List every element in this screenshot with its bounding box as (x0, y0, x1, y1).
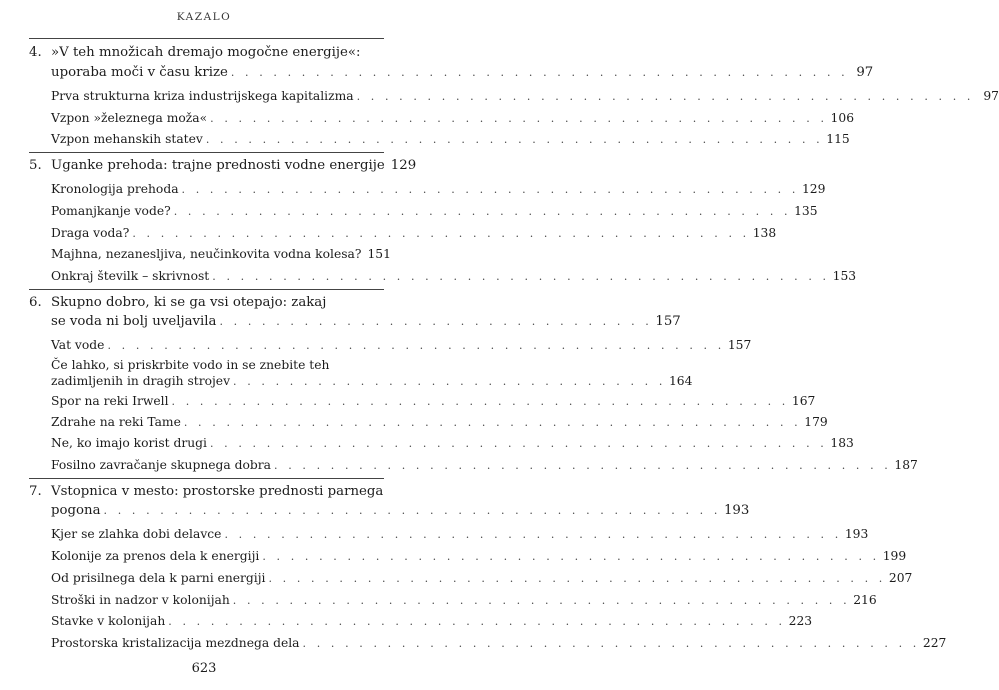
chapter-divider (29, 289, 384, 290)
entry-title: Zdrahe na reki Tame (51, 415, 181, 429)
page-number: 187 (894, 458, 918, 472)
page-number: 135 (794, 204, 818, 218)
chapter-number: 5. (29, 158, 42, 173)
chapter-title (29, 45, 384, 61)
toc-row-continued (51, 358, 384, 373)
entry-title: Prva strukturna kriza industrijskega kapitalizma (51, 89, 354, 103)
page-number: 167 (791, 394, 816, 408)
entry-title: Stavke v kolonijah (51, 614, 166, 628)
toc-row (51, 593, 877, 608)
page-number: 227 (922, 636, 947, 650)
toc-row (51, 314, 681, 330)
toc-row (51, 458, 918, 473)
page-number: 216 (853, 593, 877, 607)
chapter-number: 6. (29, 295, 42, 310)
page-number: 199 (882, 549, 907, 563)
chapter-divider (29, 152, 384, 153)
page-number: 129 (390, 158, 417, 173)
entry-title: Od prisilnega dela k parni energiji (51, 571, 266, 585)
running-header: KAZALO (176, 11, 232, 23)
page-number: 115 (826, 132, 850, 146)
dot-leader: . . . . . . . . . . . . . . . . . . . . . . . . . . . . . . . . . . . . . . . . . . . . (107, 339, 725, 352)
chapter-title-line: se voda ni bolj uveljavila (51, 314, 217, 329)
page-number: 157 (727, 338, 752, 352)
dot-leader: . . . . . . . . . . . . . . . . . . . . . . . . . . . . . . . . . . . . . . . . . . . . (232, 594, 851, 607)
page-number: 164 (668, 374, 693, 388)
page-number: 97 (856, 65, 874, 80)
chapter-title-line: Skupno dobro, ki se ga vsi otepajo: zakaj (51, 295, 327, 310)
dot-leader: . . . . . . . . . . . . . . . . . . . . . . . . . . . . . . . . . . . . . . . . . . . . (210, 112, 828, 125)
toc-row (51, 614, 813, 629)
chapter-number: 4. (29, 45, 42, 60)
entry-title: Draga voda? (51, 226, 130, 240)
toc-row (51, 503, 750, 519)
dot-leader: . . . . . . . . . . . . . . . . . . . . . . . . . . . . . . . . . . . . . . . . . . . . (181, 183, 799, 196)
toc-row (51, 527, 869, 542)
chapter-divider (29, 478, 384, 479)
dot-leader: . . . . . . . . . . . . . . . . . . . . . . . . . . . . . . . . . . . . . . . . . . . . (302, 637, 920, 650)
dot-leader: . . . . . . . . . . . . . . . . . . . . . . . . . . . . . . . . . . . . . . . . . . . . (171, 395, 789, 408)
dot-leader: . . . . . . . . . . . . . . . . . . . . . . . . . . . . . . . . . . . . . . . . . . . . (132, 227, 750, 240)
chapter-divider (29, 38, 384, 39)
toc-row (51, 111, 855, 126)
page-number: 223 (788, 614, 813, 628)
entry-title: Fosilno zavračanje skupnega dobra (51, 458, 271, 472)
chapter-title (29, 158, 417, 174)
toc-row (51, 182, 826, 197)
entry-title: Kolonije za prenos dela k energiji (51, 549, 260, 563)
dot-leader: . . . . . . . . . . . . . . . . . . . . . . . . . . . . . . . . . . . . . . . . . . . . (212, 270, 830, 283)
dot-leader: . . . . . . . . . . . . . . . . . . . . . . . . . . . . . . . (233, 375, 666, 388)
entry-title: Vat vode (51, 338, 105, 352)
chapter-title-line: uporaba moči v času krize (51, 65, 228, 80)
chapter-title (29, 484, 384, 500)
chapter-number: 7. (29, 484, 42, 499)
page-number: 207 (888, 571, 913, 585)
entry-title: Kronologija prehoda (51, 182, 179, 196)
entry-title: Če lahko, si priskrbite vodo in se znebite teh (51, 358, 330, 372)
entry-title: Vzpon »železnega moža« (51, 111, 208, 125)
toc-row (51, 204, 818, 219)
page-number: 157 (655, 314, 681, 329)
dot-leader: . . . . . . . . . . . . . . . . . . . . . . . . . . . . . . . . . . . . . . . . . . . . (209, 437, 828, 450)
toc-row (51, 415, 828, 430)
page-folio: 623 (191, 661, 217, 676)
dot-leader: . . . . . . . . . . . . . . . . . . . . . . . . . . . . . . . . . . . . . . . . . . . . (168, 615, 786, 628)
entry-title-line2: zadimljenih in dragih strojev (51, 374, 231, 388)
toc-row (51, 247, 391, 262)
dot-leader: . . . . . . . . . . . . . . . . . . . . . . . . . . . . . . . . . . . . . . . . . . . . (183, 416, 802, 429)
toc-row (51, 269, 857, 284)
page-number: 193 (723, 503, 750, 518)
page-number: 129 (801, 182, 826, 196)
page-number: 153 (832, 269, 857, 283)
dot-leader: . . . . . . . . . . . . . . . . . . . . . . . . . . . . . . . . . . . . . . . . . . . . (205, 133, 824, 146)
entry-title: Prostorska kristalizacija mezdnega dela (51, 636, 300, 650)
toc-row (51, 549, 907, 564)
dot-leader: . . . . . . . . . . . . . . . . . . . . . . . . . . . . . . . (219, 315, 653, 328)
entry-title: Kjer se zlahka dobi delavce (51, 527, 222, 541)
toc-row (51, 132, 850, 147)
page-number: 138 (752, 226, 777, 240)
dot-leader: . . . . . . . . . . . . . . . . . . . . . . . . . . . . . . . . . . . . . . . . . . . . (230, 66, 849, 79)
chapter-title (29, 295, 384, 311)
toc-row (51, 89, 999, 104)
page-number: 179 (804, 415, 828, 429)
page-number: 151 (367, 247, 391, 261)
toc-row (51, 374, 693, 389)
dot-leader: . . . . . . . . . . . . . . . . . . . . . . . . . . . . . . . . . . . . . . . . . . . . (262, 550, 880, 563)
page-number: 193 (844, 527, 869, 541)
entry-title: Onkraj številk – skrivnost (51, 269, 210, 283)
toc-row (51, 571, 913, 586)
toc-row (51, 436, 854, 451)
dot-leader: . . . . . . . . . . . . . . . . . . . . . . . . . . . . . . . . . . . . . . . . . . . . (173, 205, 792, 218)
entry-title: Pomanjkanje vode? (51, 204, 171, 218)
entry-title: Spor na reki Irwell (51, 394, 169, 408)
page-number: 97 (983, 89, 999, 103)
entry-title: Ne, ko imajo korist drugi (51, 436, 207, 450)
chapter-title-line: Uganke prehoda: trajne prednosti vodne energije (51, 158, 385, 173)
dot-leader: . . . . . . . . . . . . . . . . . . . . . . . . . . . . . . . . . . . . . . . . . . . . (103, 504, 721, 517)
toc-row (51, 65, 874, 81)
chapter-title-line: pogona (51, 503, 101, 518)
page-number: 183 (830, 436, 854, 450)
entry-title: Majhna, nezanesljiva, neučinkovita vodna kolesa? (51, 247, 362, 261)
dot-leader: . . . . . . . . . . . . . . . . . . . . . . . . . . . . . . . . . . . . . . . . . . . . (268, 572, 886, 585)
page-number: 106 (830, 111, 855, 125)
toc-row (51, 226, 777, 241)
dot-leader: . . . . . . . . . . . . . . . . . . . . . . . . . . . . . . . . . . . . . . . . . . . . (224, 528, 842, 541)
dot-leader: . . . . . . . . . . . . . . . . . . . . . . . . . . . . . . . . . . . . . . . . . . . . (274, 459, 892, 472)
entry-title: Vzpon mehanskih statev (51, 132, 203, 146)
toc-row (51, 338, 752, 353)
toc-row (51, 636, 947, 651)
chapter-title-line: »V teh množicah dremajo mogočne energije«: (51, 45, 361, 60)
dot-leader: . . . . . . . . . . . . . . . . . . . . . . . . . . . . . . . . . . . . . . . . . . . . (356, 90, 974, 103)
chapter-title-line: Vstopnica v mesto: prostorske prednosti parnega (51, 484, 384, 499)
entry-title: Stroški in nadzor v kolonijah (51, 593, 230, 607)
toc-row (51, 394, 816, 409)
